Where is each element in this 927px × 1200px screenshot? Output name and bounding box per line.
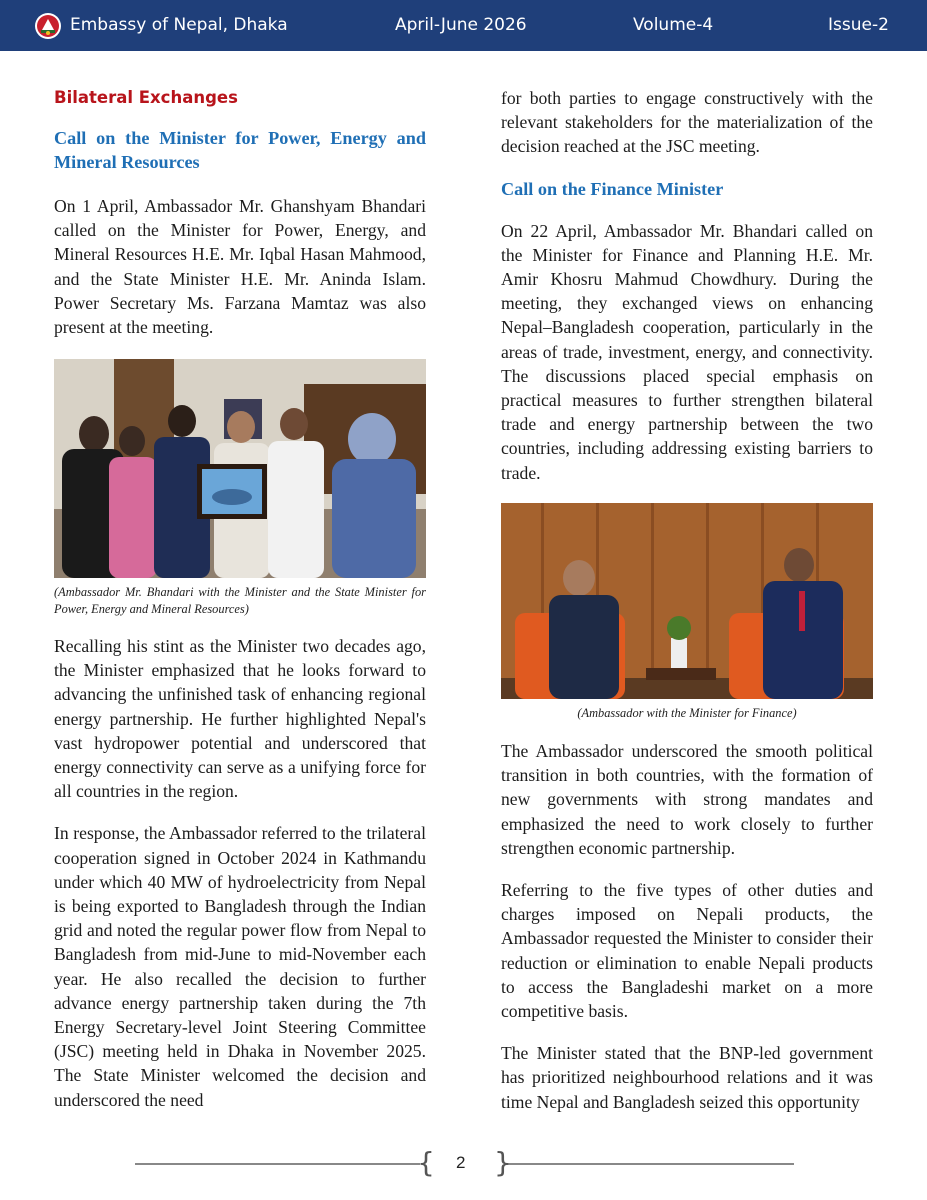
photo-caption: (Ambassador Mr. Bhandari with the Minister and the State Minister for Power, Energy and Mineral Resources) [54, 585, 426, 616]
left-brace-icon: { [417, 1146, 435, 1179]
paragraph: On 1 April, Ambassador Mr. Ghanshyam Bhandari called on the Minister for Power, Energy, and Mineral Resources H.E. Mr. Iqbal Hasan Mahmood, and the State Minister H.E. Mr. Aninda Islam. Power Secretary Ms. Farzana Mamtaz was also present at the meeting. [54, 196, 426, 338]
left-column-lower [54, 634, 426, 1112]
issue-label: Issue-2 [828, 15, 889, 35]
caption-wrapper-left [54, 584, 426, 618]
footer-rule-right [506, 1163, 794, 1165]
paragraph: The Minister stated that the BNP-led government has prioritized neighbourhood relations and it was time Nepal and Bangladesh seized this opportunity [501, 1043, 873, 1112]
volume-label: Volume-4 [633, 15, 714, 35]
right-column [501, 86, 873, 485]
newsletter-header [0, 0, 927, 51]
issue-period: April-June 2026 [395, 15, 527, 35]
paragraph: for both parties to engage constructively with the relevant stakeholders for the materialization of the decision reached at the JSC meeting. [501, 88, 873, 157]
page-number: 2 [456, 1153, 466, 1172]
section-title: Bilateral Exchanges [54, 88, 238, 107]
meeting-photo-image [501, 503, 873, 699]
photo-caption: (Ambassador with the Minister for Finance) [577, 706, 797, 720]
left-column [54, 86, 426, 339]
nepal-emblem-icon [34, 12, 62, 40]
paragraph: In response, the Ambassador referred to the trilateral cooperation signed in October 2024 in Kathmandu under which 40 MW of hydroelectricity from Nepal is being exported to Bangladesh through the Indian grid and noted the regular power flow from Nepal to Bangladesh from mid-June to mid-November each year. He also recalled the decision to further advance energy partnership taken during the 7th Energy Secretary-level Joint Steering Committee (JSC) meeting held in Dhaka in November 2025. The State Minister welcomed the decision and underscored the need [54, 823, 426, 1110]
article-subhead-power: Call on the Minister for Power, Energy and Mineral Resources [54, 128, 426, 172]
photo-power-minister [54, 359, 426, 578]
org-name: Embassy of Nepal, Dhaka [70, 15, 288, 35]
paragraph: The Ambassador underscored the smooth political transition in both countries, with the formation of new governments with strong mandates and emphasized the need to work closely to further strengthen economic partnership. [501, 741, 873, 858]
paragraph: Referring to the five types of other duties and charges imposed on Nepali products, the Ambassador requested the Minister to consider their reduction or elimination to enable Nepali products to access the Bangladeshi market on a more competitive basis. [501, 880, 873, 1022]
caption-wrapper-right [501, 705, 873, 722]
photo-finance-minister [501, 503, 873, 699]
right-brace-icon: } [494, 1146, 512, 1179]
paragraph: On 22 April, Ambassador Mr. Bhandari called on the Minister for Finance and Planning H.E. Mr. Amir Khosru Mahmud Chowdhury. During the meeting, they exchanged views on enhancing Nepal–Bangladesh cooperation, particularly in the areas of trade, investment, energy, and connectivity. The discussions placed special emphasis on practical measures to further strengthen bilateral trade and energy partnership between the two countries, including addressing existing barriers to trade. [501, 220, 873, 483]
meeting-photo-image [54, 359, 426, 578]
right-column-lower [501, 739, 873, 1114]
article-subhead-finance: Call on the Finance Minister [501, 178, 724, 199]
paragraph: Recalling his stint as the Minister two decades ago, the Minister emphasized that he looks forward to advancing the unfinished task of enhancing regional energy partnership. He further highlighted Nepal's vast hydropower potential and underscored that energy connectivity can serve as a unifying force for all countries in the region. [54, 636, 426, 802]
footer-rule-left [135, 1163, 420, 1165]
